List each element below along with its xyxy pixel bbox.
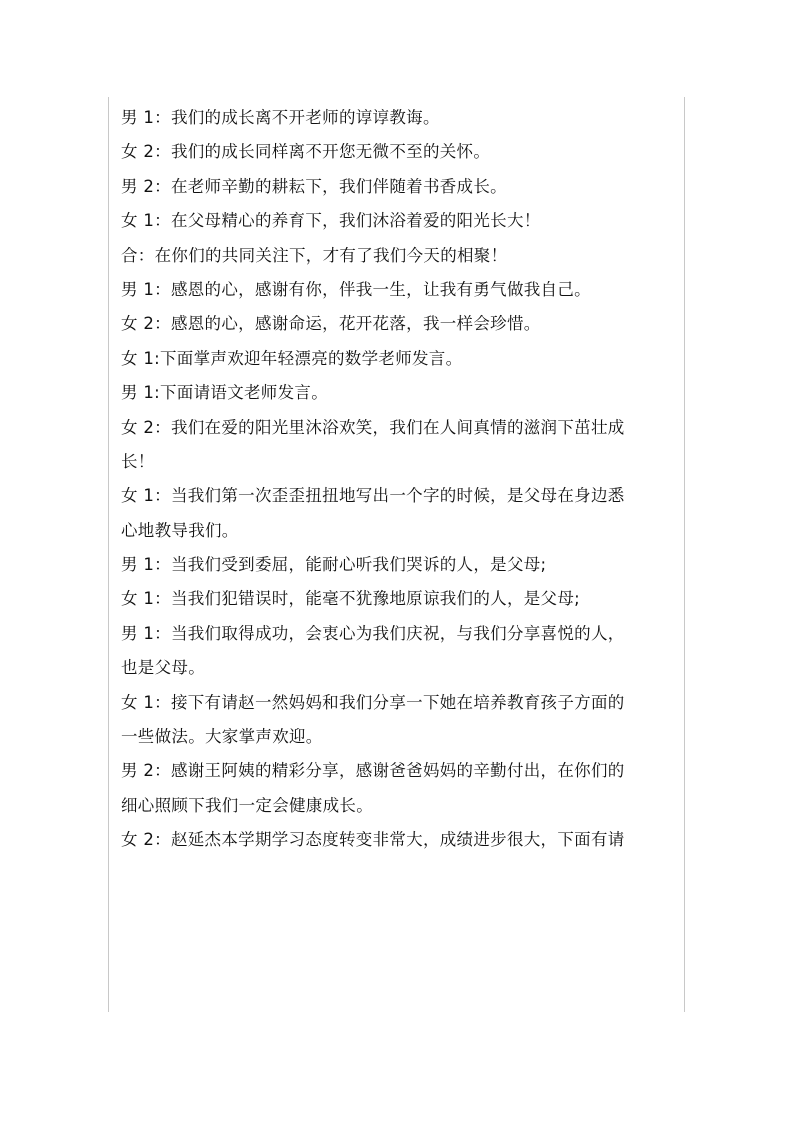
text-line: 男 2：感谢王阿姨的精彩分享，感谢爸爸妈妈的辛勤付出，在你们的 — [121, 761, 625, 781]
text-line: 男 1:下面请语文老师发言。 — [121, 383, 329, 403]
text-line: 女 2：我们在爱的阳光里沐浴欢笑，我们在人间真情的滋润下茁壮成 — [121, 417, 625, 437]
script-text-body — [121, 101, 677, 1011]
text-line: 女 1：当我们第一次歪歪扭扭地写出一个字的时候，是父母在身边悉 — [121, 486, 625, 506]
text-line: 心地教导我们。 — [121, 520, 239, 540]
text-line: 也是父母。 — [121, 658, 205, 678]
text-line: 男 2：在老师辛勤的耕耘下，我们伴随着书香成长。 — [121, 176, 507, 196]
text-line: 女 1：当我们犯错误时，能毫不犹豫地原谅我们的人，是父母; — [121, 589, 581, 609]
text-line: 一些做法。大家掌声欢迎。 — [121, 727, 323, 747]
text-line: 合：在你们的共同关注下，才有了我们今天的相聚！ — [121, 245, 508, 265]
text-line: 男 1：当我们取得成功，会衷心为我们庆祝，与我们分享喜悦的人， — [121, 623, 625, 643]
text-line: 细心照顾下我们一定会健康成长。 — [121, 795, 373, 815]
text-line: 女 2：我们的成长同样离不开您无微不至的关怀。 — [121, 142, 491, 162]
text-line: 男 1：当我们受到委屈，能耐心听我们哭诉的人，是父母; — [121, 555, 547, 575]
text-line: 女 2：赵延杰本学期学习态度转变非常大，成绩进步很大，下面有请 — [121, 830, 625, 850]
left-margin-rule — [108, 97, 109, 1012]
text-line: 女 2：感恩的心，感谢命运，花开花落，我一样会珍惜。 — [121, 314, 541, 334]
text-line: 男 1：感恩的心，感谢有你，伴我一生，让我有勇气做我自己。 — [121, 279, 591, 299]
text-line: 女 1:下面掌声欢迎年轻漂亮的数学老师发言。 — [121, 348, 463, 368]
text-line: 女 1：在父母精心的养育下，我们沐浴着爱的阳光长大！ — [121, 211, 541, 231]
text-line: 男 1：我们的成长离不开老师的谆谆教诲。 — [121, 108, 440, 127]
right-margin-rule — [684, 97, 685, 1012]
text-line: 女 1：接下有请赵一然妈妈和我们分享一下她在培养教育孩子方面的 — [121, 692, 625, 712]
text-line: 长！ — [121, 451, 155, 471]
